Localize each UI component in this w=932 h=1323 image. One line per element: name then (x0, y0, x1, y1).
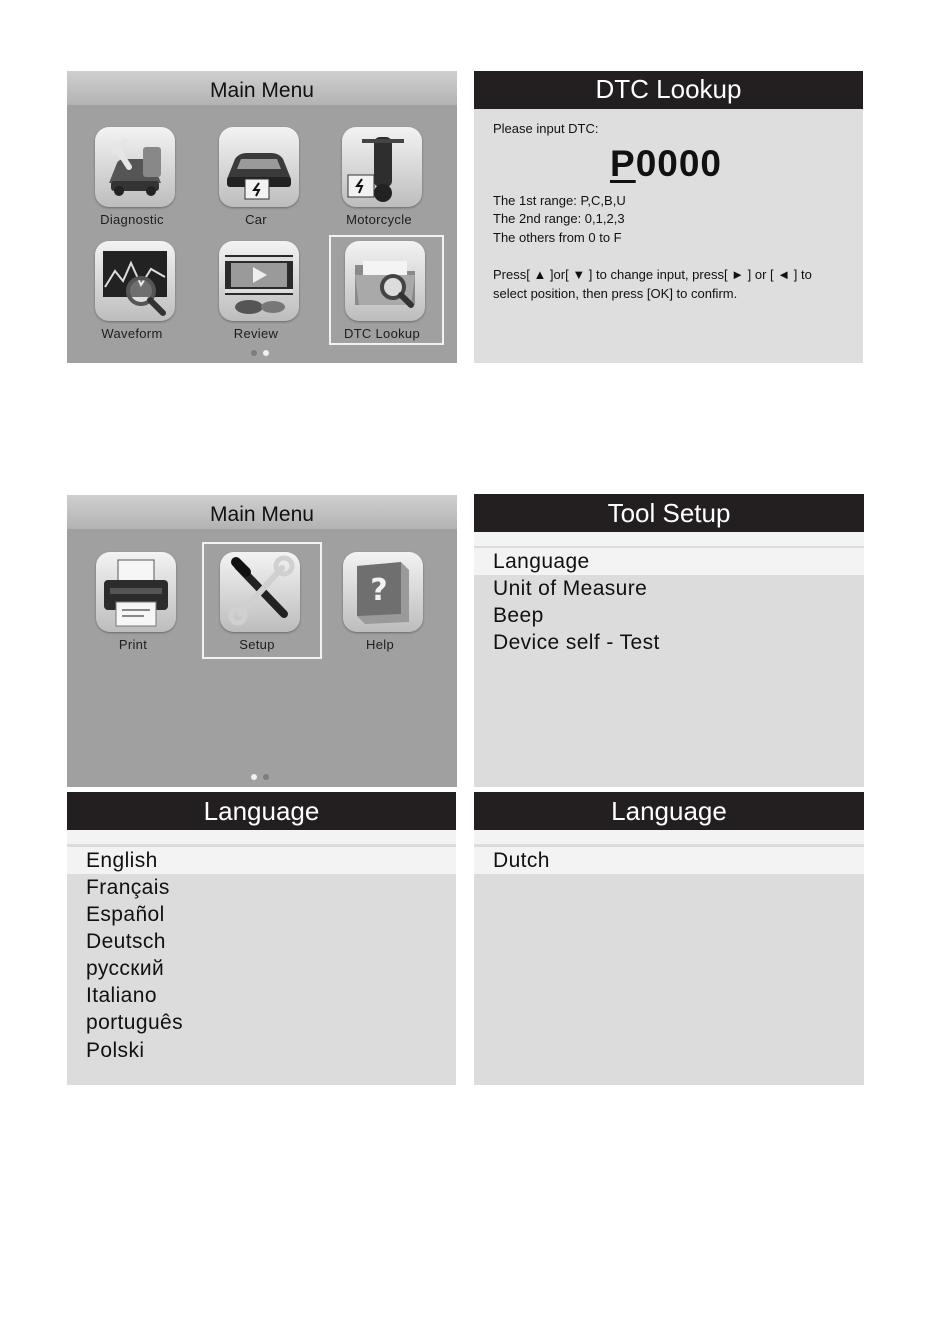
page-dot-1 (251, 350, 257, 356)
page-indicator (251, 774, 269, 780)
car-tile[interactable] (201, 123, 311, 233)
language-option-russian[interactable]: русский (86, 957, 165, 980)
top-strip (474, 830, 864, 844)
page-dot-2 (263, 774, 269, 780)
main-menu-title: Main Menu (67, 495, 457, 529)
tool-setup-title: Tool Setup (474, 494, 864, 532)
page-dot-2-active (263, 350, 269, 356)
car-label: Car (245, 212, 267, 227)
dtc-range-2: The 2nd range: 0,1,2,3 (493, 211, 625, 226)
print-label: Print (118, 637, 148, 652)
menu-item-language[interactable]: Language (474, 548, 864, 575)
motorcycle-icon (342, 127, 422, 207)
main-menu-screen-1 (67, 71, 457, 363)
main-menu-title: Main Menu (67, 71, 457, 105)
top-strip (474, 532, 864, 546)
diagnostic-tile[interactable] (77, 123, 187, 233)
setup-tools-icon (220, 552, 300, 632)
language-option-espanol[interactable]: Español (86, 903, 165, 926)
review-icon (219, 241, 299, 321)
language-option-dutch[interactable]: Dutch (474, 847, 864, 874)
diagnostic-label: Diagnostic (100, 212, 164, 227)
dtc-lookup-screen (474, 71, 863, 363)
dtc-lookup-label: DTC Lookup (344, 326, 420, 341)
waveform-icon (95, 241, 175, 321)
dtc-code-input[interactable] (610, 143, 722, 185)
setup-tile[interactable] (202, 548, 312, 658)
setup-label: Setup (239, 637, 275, 652)
tool-setup-screen (474, 494, 864, 787)
language-title: Language (67, 792, 456, 830)
language-title: Language (474, 792, 864, 830)
language-screen-2 (474, 792, 864, 1085)
dtc-instruction-2: select position, then press [OK] to confirm. (493, 286, 738, 301)
language-option-portugues[interactable]: português (86, 1011, 184, 1034)
review-label: Review (233, 326, 279, 341)
dtc-code-rest: 0000 (635, 143, 722, 184)
top-strip (67, 830, 456, 844)
language-option-polski[interactable]: Polski (86, 1039, 145, 1062)
printer-icon (96, 552, 176, 632)
dtc-instruction-1: Press[ ▲ ]or[ ▼ ] to change input, press[ ► ] or [ ◄ ] to (493, 267, 812, 282)
language-option-english[interactable]: English (67, 847, 456, 874)
dtc-lookup-tile[interactable] (327, 237, 437, 347)
diagnostic-icon (95, 127, 175, 207)
menu-item-beep[interactable]: Beep (493, 604, 544, 627)
waveform-tile[interactable] (77, 237, 187, 347)
svg-text:?: ? (370, 573, 388, 608)
motorcycle-tile[interactable] (324, 123, 434, 233)
help-book-icon (343, 552, 423, 632)
waveform-label: Waveform (101, 326, 163, 341)
language-option-italiano[interactable]: Italiano (86, 984, 157, 1007)
help-label: Help (366, 637, 394, 652)
car-icon (219, 127, 299, 207)
dtc-range-1: The 1st range: P,C,B,U (493, 193, 626, 208)
page-dot-1-active (251, 774, 257, 780)
print-tile[interactable] (78, 548, 188, 658)
menu-item-device-self-test[interactable]: Device self - Test (493, 631, 660, 654)
language-screen-1 (67, 792, 456, 1085)
page-indicator (251, 350, 269, 356)
main-menu-screen-2 (67, 495, 457, 787)
motorcycle-label: Motorcycle (346, 212, 412, 227)
dtc-lookup-title: DTC Lookup (474, 71, 863, 109)
language-option-francais[interactable]: Français (86, 876, 170, 899)
review-tile[interactable] (201, 237, 311, 347)
language-option-deutsch[interactable]: Deutsch (86, 930, 166, 953)
dtc-code-cursor-char: P (610, 143, 636, 184)
help-tile[interactable] (325, 548, 435, 658)
dtc-prompt: Please input DTC: (493, 121, 599, 136)
dtc-range-others: The others from 0 to F (493, 230, 622, 245)
menu-item-unit-of-measure[interactable]: Unit of Measure (493, 577, 648, 600)
dtc-lookup-icon (345, 241, 425, 321)
